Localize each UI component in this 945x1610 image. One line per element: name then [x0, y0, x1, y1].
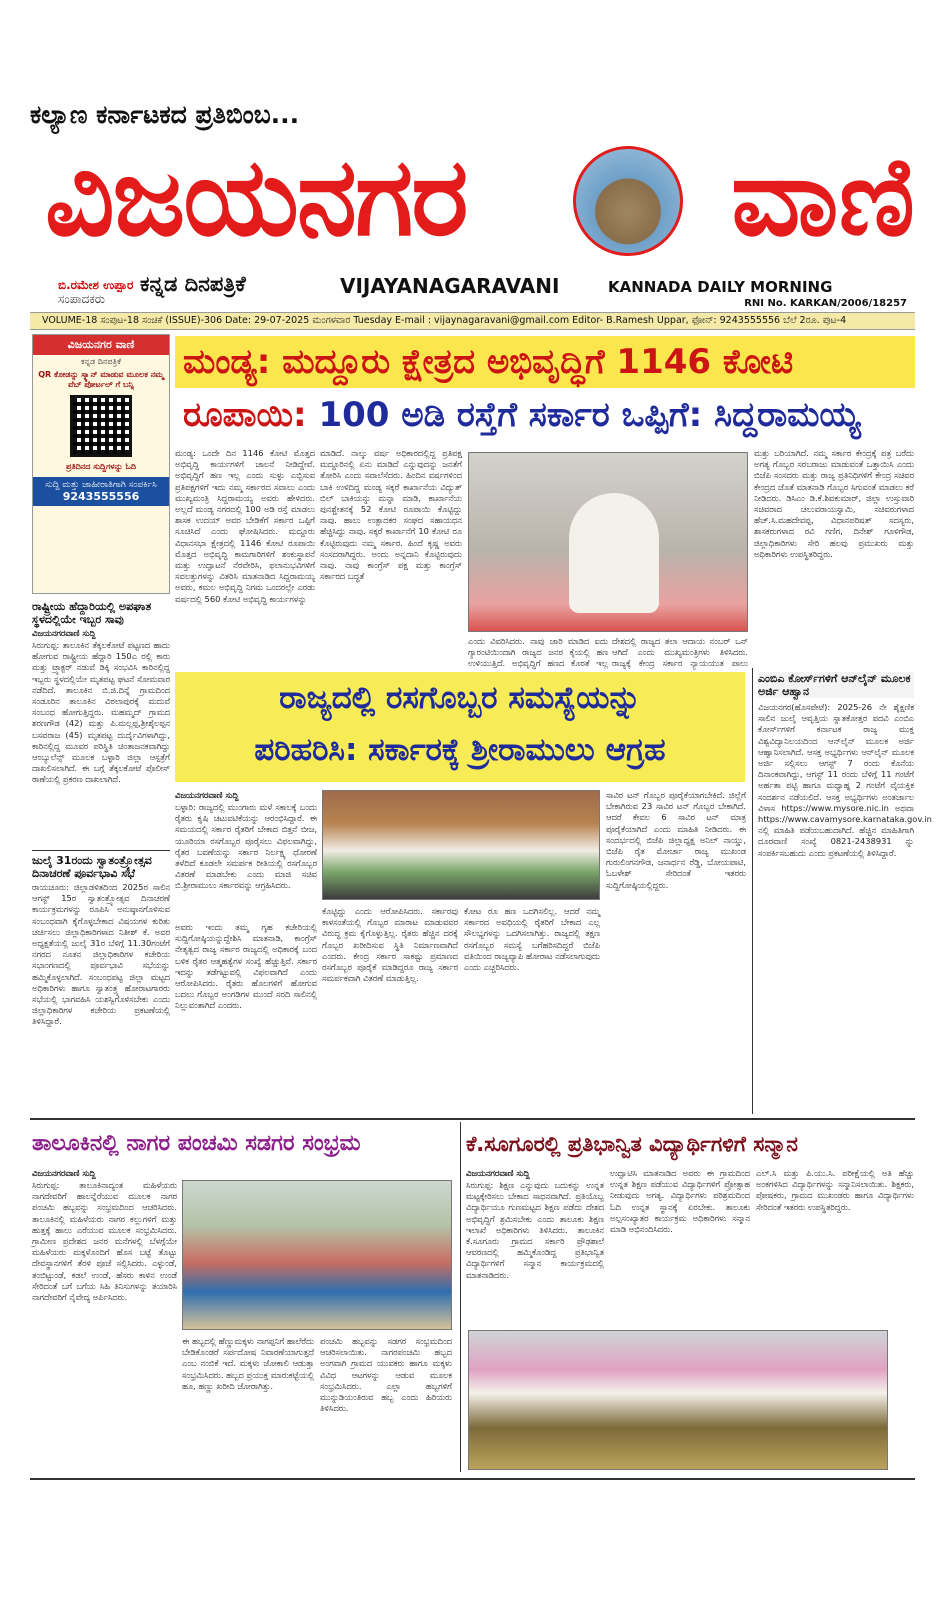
lead-headline-line-1 [175, 336, 915, 388]
lead-column-2: ಮಾಡಿದೆ. ನಾಲ್ಕು ವರ್ಷ ಅಧಿಕಾರದಲ್ಲಿದ್ದ ಪ್ರತಿಪಕ್ಷ ಮದ್ದೂರಿನಲ್ಲಿ ಏನು ಮಾಡಿದೆ ಎನ್ನುವುದನ್ನು ಜನತೆಗೆ ತೋರಿಸಿ ಎಂದು ಸವಾಲೆಸೆದರು. ಹಿಂದಿನ ವರ್ಷಗಳಿಂದ ಬಾಕಿ ಉಳಿದಿದ್ದ ಮಂಡ್ಯ ಸಕ್ಕರೆ ಕಾರ್ಖಾನೆಯ ವಿದ್ಯುತ್ ಬಿಲ್ ಬಾಕಿಯನ್ನು ಮನ್ನಾ ಮಾಡಿ, ಕಾರ್ಖಾನೆಯ ಪುನಶ್ಚೇತನಕ್ಕೆ 52 ಕೋಟಿ ರೂಪಾಯಿ ಕೊಟ್ಟಿದ್ದು ನಾವು. ಹಾಲು ಉತ್ಪಾದಕರ ಸಂಘದ ಸಹಾಯಧನ ಹೆಚ್ಚಿಸಿದ್ದು ನಾವು. ಸಕ್ಕರೆ ಕಾರ್ಖಾನೆಗೆ 10 ಕೋಟಿ ರೂ ಕೊಟ್ಟಿರುವುದು ನಮ್ಮ ಸರ್ಕಾರ. ಹಿಂದೆ ಕೃಷ್ಣ ಅವರು ಸಂಸದರಾಗಿದ್ದರು. ಅಂದು ಅನ್ನದಾನಿ ಕೊಟ್ಟಿರುವುದು ನಾವು. ನಾವು ಕಾಂಗ್ರೆಸ್ ಪಕ್ಷ ಮತ್ತು ಕಾಂಗ್ರೆಸ್ ಸರ್ಕಾರದ ಬದ್ಧತೆ [320, 448, 462, 582]
left-story-1-dateline: ವಿಜಯನಗರವಾಣಿ ಸುದ್ದಿ [32, 628, 96, 638]
fertilizer-dateline: ವಿಜಯನಗರವಾಣಿ ಸುದ್ದಿ [175, 790, 239, 800]
ad-subtitle: ಕನ್ನಡ ದಿನಪತ್ರಿಕೆ [80, 357, 121, 366]
masthead-tagline: ಕಲ್ಯಾಣ ಕರ್ನಾಟಕದ ಪ್ರತಿಬಿಂಬ... [30, 100, 300, 129]
fertilizer-column-4: ಸಾವಿರ ಟನ್ ಗೊಬ್ಬರ ಪೂರೈಕೆಯಾಗಬೇಕಿದೆ. ಜಿಲ್ಲೆಗೆ ಬೇಕಾಗಿರುವ 23 ಸಾವಿರ ಟನ್ ಗೊಬ್ಬರ ಬೇಕಾಗಿದೆ. ಆದರೆ ಕೇವಲ 6 ಸಾವಿರ ಟನ್ ಮಾತ್ರ ಪೂರೈಕೆಯಾಗಿದೆ ಎಂದು ಮಾಹಿತಿ ನೀಡಿದರು. ಈ ಸಂದರ್ಭದಲ್ಲಿ ಬಿಜೆಪಿ ಜಿಲ್ಲಾಧ್ಯಕ್ಷ ಅನಿಲ್ ನಾಯ್ಡು, ಬಿಜೆಪಿ ರೈತ ಮೋರ್ಚಾ ರಾಜ್ಯ ಮುಖಂಡ ಗುರುಲಿಂಗನಗೌಡ, ಜನಾರ್ಧನ ರೆಡ್ಡಿ, ಬೋಯಪಾಟಿ, ಓಬಳೇಶ್ ಸೇರಿದಂತೆ ಇತರರು ಸುದ್ದಿಗೋಷ್ಠಿಯಲ್ಲಿದ್ದರು. [606, 790, 746, 890]
press-meet-photo [322, 790, 600, 900]
bottom-divider [460, 1122, 461, 1472]
left-story-2-headline: ಜುಲೈ 31ರಂದು ಸ್ವಾತಂತ್ರ್ಯೋತ್ಸವ ದಿನಾಚರಣೆ ಪೂರ್ವಭಾವಿ ಸಭೆ [32, 854, 152, 880]
ad-contact-block [33, 477, 169, 506]
naga-panchami-column-2: ಈ ಹಬ್ಬದಲ್ಲಿ ಹೆಣ್ಣುಮಕ್ಕಳು ನಾಗಪ್ಪನಿಗೆ ಹಾಲೆರೆದು ಬೇಡಿಕೊಂಡರೆ ಸರ್ಪದೋಷ ನಿವಾರಣೆಯಾಗುತ್ತದೆ ಎಂಬ ನಂಬಿಕೆ ಇದೆ. ಮಕ್ಕಳು ಜೋಕಾಲಿ ಆಡುತ್ತಾ ಸಂಭ್ರಮಿಸಿದರು. ಹಬ್ಬದ ಪ್ರಯುಕ್ತ ಮಾರುಕಟ್ಟೆಯಲ್ಲಿ ಹೂ, ಹಣ್ಣು ಖರೀದಿ ಜೋರಾಗಿತ್ತು. [182, 1336, 314, 1391]
fertilizer-column-1: ಬಳ್ಳಾರಿ: ರಾಜ್ಯದಲ್ಲಿ ಮುಂಗಾರು ಮಳೆ ಸಕಾಲಕ್ಕೆ ಬಂದು ರೈತರು ಕೃಷಿ ಚಟುವಟಿಕೆಯನ್ನು ಆರಂಭಿಸಿದ್ದಾರೆ. ಈ ಸಮಯದಲ್ಲಿ ಸರ್ಕಾರ ರೈತರಿಗೆ ಬೇಕಾದ ಬಿತ್ತನೆ ಬೀಜ, ಯೂರಿಯಾ ರಸಗೊಬ್ಬರ ಪೂರೈಸಲು ವಿಫಲವಾಗಿದ್ದು, ರೈತರ ಬವಣೆಯನ್ನು ಸರ್ಕಾರ ನಿರ್ಲಕ್ಷ್ಯ ಧೋರಣೆ ತಳೆದಿದೆ ಕೂಡಲೇ ಸಮರ್ಪಕ ರೀತಿಯಲ್ಲಿ ರಸಗೊಬ್ಬರ ವಿತರಣೆ ಮಾಡಬೇಕು ಎಂದು ಮಾಜಿ ಸಚಿವ ಬಿ.ಶ್ರೀರಾಮುಲು ಸರ್ಕಾರವನ್ನು ಆಗ್ರಹಿಸಿದರು. [175, 802, 317, 891]
fertilizer-column-3: ಕೋಟ ರೂ ಹಣ ಒದಗಿಸಲಿಲ್ಲ. ಆದರೆ ನಮ್ಮ ಸರ್ಕಾರದ ಅವಧಿಯಲ್ಲಿ ರೈತರಿಗೆ ಬೇಕಾದ ಎಲ್ಲ ಸೌಲಭ್ಯಗಳನ್ನು ಒದಗಿಸಲಾಗಿತ್ತು. ರಾಜ್ಯದಲ್ಲಿ ತಕ್ಷಣ ರಸಗೊಬ್ಬರ ಸಮಸ್ಯೆ ಬಗೆಹರಿಸದಿದ್ದರೆ ಬಿಜೆಪಿ ವತಿಯಿಂದ ರಾಜ್ಯವ್ಯಾಪಿ ಹೋರಾಟ ನಡೆಸಲಾಗುವುದು ಎಂದು ಎಚ್ಚರಿಸಿದರು. [464, 906, 600, 973]
naga-panchami-headline: ತಾಲೂಕಿನಲ್ಲಿ ನಾಗರ ಪಂಚಮಿ ಸಡಗರ ಸಂಭ್ರಮ [32, 1131, 361, 1156]
right-divider [752, 668, 753, 1114]
fertilizer-column-2: ಕೊಟ್ಟಿದ್ದು ಎಂದು ಆರೋಪಿಸಿದರು. ಸರ್ಕಾರವು ಕಾಳಸಂತೆಯಲ್ಲಿ ಗೊಬ್ಬರ ಮಾರಾಟ ಮಾಡುವವರ ವಿರುದ್ಧ ಕ್ರಮ ಕೈಗೊಳ್ಳುತ್ತಿಲ್ಲ. ರೈತರು ಹೆಚ್ಚಿನ ದರಕ್ಕೆ ಗೊಬ್ಬರ ಖರೀದಿಸುವ ಸ್ಥಿತಿ ನಿರ್ಮಾಣವಾಗಿದೆ ಎಂದರು. ಕೇಂದ್ರ ಸರ್ಕಾರ ಸಾಕಷ್ಟು ಪ್ರಮಾಣದ ರಸಗೊಬ್ಬರ ಪೂರೈಕೆ ಮಾಡಿದ್ದರೂ ರಾಜ್ಯ ಸರ್ಕಾರ ಸಮರ್ಪಕವಾಗಿ ವಿತರಣೆ ಮಾಡುತ್ತಿಲ್ಲ. [322, 906, 458, 984]
lead-column-1: ಮಂಡ್ಯ: ಒಂದೇ ದಿನ 1146 ಕೋಟಿ ಮೊತ್ತದ ಅಭಿವೃದ್ಧಿ ಕಾರ್ಯಗಳಿಗೆ ಚಾಲನೆ ನೀಡಿದ್ದೇವೆ. ಅಭಿವೃದ್ಧಿಗೆ ಹಣ ಇಲ್ಲ ಎಂದು ಸುಳ್ಳು ಎಬ್ಬಿಸುವ ಪ್ರತಿಪಕ್ಷಗಳಿಗೆ ಇದು ನಮ್ಮ ಸರ್ಕಾರದ ಸವಾಲು ಎಂದು ಮುಖ್ಯಮಂತ್ರಿ ಸಿದ್ದರಾಮಯ್ಯ ಅವರು ಹೇಳಿದರು. ಅಲ್ಲದೆ ಮಂಡ್ಯ ನಗರದಲ್ಲಿ 100 ಅಡಿ ರಸ್ತೆ ಮಾಡಲು ಶಾಸಕ ಉದಯ್ ಅವರ ಬೇಡಿಕೆಗೆ ಸರ್ಕಾರ ಒಪ್ಪಿಗೆ ಸೂಚಿಸಿದೆ ಎಂದು ಘೋಷಿಸಿದರು. ಮದ್ದೂರು ವಿಧಾನಸಭಾ ಕ್ಷೇತ್ರದಲ್ಲಿ 1146 ಕೋಟಿ ರೂಪಾಯಿ ಮೊತ್ತದ ಅಭಿವೃದ್ಧಿ ಕಾಮಗಾರಿಗಳಿಗೆ ಶಂಕುಸ್ಥಾಪನೆ ಮತ್ತು ಉದ್ಘಾಟನೆ ನೆರವೇರಿಸಿ, ಫಲಾನುಭವಿಗಳಿಗೆ ಸವಲತ್ತುಗಳನ್ನು ವಿತರಿಸಿ ಮಾತನಾಡಿದ ಸಿದ್ದರಾಮಯ್ಯ ಅವರು, ಕಮಲ ಅಭಿವೃದ್ಧಿ ನಿಗಮ ಒಂದರಲ್ಲೇ ಎರಡು ವರ್ಷದಲ್ಲಿ 560 ಕೋಟಿ ಅಭಿವೃದ್ಧಿ ಕಾರ್ಯಗಳನ್ನು [175, 448, 315, 604]
masthead-name-left: ವಿಜಯನಗರ [45, 135, 467, 260]
issue-info-bar: VOLUME-18 ಸಂಪುಟ-18 ಸಂಚಿಕೆ (ISSUE)-306 Date: 29-07-2025 ಮಂಗಳವಾರ Tuesday E-mail : vijaynagaravani@gmail.com Editor- B.Ramesh Uppar, ಫೋನ್: 9243555556 ಬೆಲೆ 2ರೂ. ಪುಟ-4 [30, 312, 915, 330]
qr-code-icon[interactable] [70, 395, 132, 457]
ad-contact-label: ಸುದ್ದಿ ಮತ್ತು ಜಾಹೀರಾತಿಗಾಗಿ ಸಂಪರ್ಕಿಸಿ [45, 480, 157, 490]
naga-panchami-column-3: ಪಂಚಮಿ ಹಬ್ಬವನ್ನು ಸಡಗರ ಸಂಭ್ರಮದಿಂದ ಆಚರಿಸಲಾಯಿತು. ನಾಗರಪಂಚಮಿ ಹಬ್ಬದ ಅಂಗವಾಗಿ ಗ್ರಾಮದ ಯುವಕರು ಹಾಗೂ ಮಕ್ಕಳು ವಿವಿಧ ಆಟಗಳನ್ನು ಆಡುವ ಮೂಲಕ ಸಂಭ್ರಮಿಸಿದರು. ಎಲ್ಲಾ ಹಬ್ಬಗಳಿಗೆ ಮುನ್ನುಡಿಯಂತಿರುವ ಹಬ್ಬ ಎಂದು ಹಿರಿಯರು ತಿಳಿಸಿದರು. [320, 1336, 452, 1414]
felicitation-column-3: ಎಲ್.ಸಿ ಮತ್ತು ಪಿ.ಯು.ಸಿ. ಪರೀಕ್ಷೆಯಲ್ಲಿ ಅತಿ ಹೆಚ್ಚು ಅಂಕಗಳಿಸಿದ ವಿದ್ಯಾರ್ಥಿಗಳನ್ನು ಸನ್ಮಾನಿಸಲಾಯಿತು. ಶಿಕ್ಷಕರು, ಪೋಷಕರು, ಗ್ರಾಮದ ಮುಖಂಡರು ಹಾಗೂ ವಿದ್ಯಾರ್ಥಿಗಳು ಸೇರಿದಂತೆ ಇತರರು ಉಪಸ್ಥಿತರಿದ್ದರು. [756, 1168, 914, 1212]
section-divider [30, 1118, 915, 1120]
ad-contact-number: 9243555556 [62, 490, 140, 503]
fertilizer-column-1b: ಅವರು ಇಂದು ತಮ್ಮ ಗೃಹ ಕಚೇರಿಯಲ್ಲಿ ಸುದ್ದಿಗೋಷ್ಠಿಯನ್ನುದ್ದೇಶಿಸಿ ಮಾತನಾಡಿ, ಕಾಂಗ್ರೆಸ್ ನೇತೃತ್ವದ ರಾಜ್ಯ ಸರ್ಕಾರ ರಾಜ್ಯದಲ್ಲಿ ಅಧಿಕಾರಕ್ಕೆ ಬಂದ ಬಳಿಕ ರೈತರ ಆತ್ಮಹತ್ಯೆಗಳ ಸಂಖ್ಯೆ ಹೆಚ್ಚುತ್ತಿವೆ. ಸರ್ಕಾರ ಇದನ್ನು ತಡೆಗಟ್ಟುವಲ್ಲಿ ವಿಫಲವಾಗಿದೆ ಎಂದು ಆರೋಪಿಸಿದರು. ರೈತರು ಹೊಲಗಳಿಗೆ ಹೋಗುವ ಬದಲು ಗೊಬ್ಬರ ಅಂಗಡಿಗಳ ಮುಂದೆ ಸರದಿ ಸಾಲಿನಲ್ಲಿ ನಿಲ್ಲುವಂತಾಗಿದೆ ಎಂದರು. [175, 922, 317, 1011]
lead-headline-line-2 [175, 389, 915, 441]
lead-headline-1b: ಮದ್ದೂರು ಕ್ಷೇತ್ರದ ಅಭಿವೃದ್ಧಿಗೆ 1146 ಕೋಟಿ [282, 342, 794, 382]
left-story-2-body: ರಾಯಚೂರು: ಜಿಲ್ಲಾಡಳಿತದಿಂದ 2025ರ ಸಾಲಿನ ಆಗಸ್ಟ್ 15ರ ಸ್ವಾತಂತ್ರ್ಯೋತ್ಸವ ದಿನಾಚರಣೆ ಕಾರ್ಯಕ್ರಮಗಳನ್ನು ರೂಪಿಸಿ ಅನುಷ್ಠಾನಗೊಳಿಸುವ ಸಂಬಂಧವಾಗಿ ಕೈಗೊಳ್ಳಬೇಕಾದ ವಿಷಯಗಳ ಕುರಿತು ಚರ್ಚಿಸಲು ಜಿಲ್ಲಾಧಿಕಾರಿಗಳಾದ ನಿತೀಶ್ ಕೆ. ಅವರ ಅಧ್ಯಕ್ಷತೆಯಲ್ಲಿ ಜುಲೈ 31ರ ಬೆಳಿಗ್ಗೆ 11.30ಗಂಟೆಗೆ ನಗರದ ನೂತನ ಜಿಲ್ಲಾಧಿಕಾರಿಗಳ ಕಚೇರಿಯ ಸಭಾಂಗಣದಲ್ಲಿ ಪೂರ್ವಭಾವಿ ಸಭೆಯನ್ನು ಹಮ್ಮಿಕೊಳ್ಳಲಾಗಿದೆ. ಸಂಬಂಧಪಟ್ಟ ಜಿಲ್ಲಾ ಮಟ್ಟದ ಅಧಿಕಾರಿಗಳು ಹಾಗೂ ಸ್ವಾತಂತ್ರ್ಯ ಹೋರಾಟಗಾರರು ಸಭೆಯಲ್ಲಿ ಭಾಗವಹಿಸಿ ಯಶಸ್ವಿಗೊಳಿಸಬೇಕು ಎಂದು ಜಿಲ್ಲಾಧಿಕಾರಿಗಳ ಕಚೇರಿಯ ಪ್ರಕಟಣೆಯಲ್ಲಿ ತಿಳಿಸಿದ್ದಾರೆ. [32, 882, 170, 1027]
students-group-photo [468, 1330, 888, 1470]
daily-label-english: VIJAYANAGARAVANI [340, 274, 560, 298]
lead-headline-2a: ರೂಪಾಯಿ: [183, 395, 307, 435]
ad-line-1: QR ಕೋಡನ್ನು ಸ್ಕ್ಯಾನ್ ಮಾಡುವ ಮೂಲಕ ನಮ್ಮ ವೆಬ್ ಪೋರ್ಟಲ್ ಗೆ ಬನ್ನಿ [38, 370, 164, 389]
left-divider [32, 850, 170, 851]
naga-panchami-photo [182, 1180, 452, 1330]
felicitation-column-2: ಉದ್ಘಾಟಿಸಿ ಮಾತನಾಡಿದ ಅವರು ಈ ಗ್ರಾಮದಿಂದ ಉನ್ನತ ಶಿಕ್ಷಣ ಪಡೆಯುವ ವಿದ್ಯಾರ್ಥಿಗಳಿಗೆ ಪ್ರೋತ್ಸಾಹ ನೀಡುವುದು ಅಗತ್ಯ. ವಿದ್ಯಾರ್ಥಿಗಳು ಪರಿಶ್ರಮದಿಂದ ಓದಿ ಉನ್ನತ ಸ್ಥಾನಕ್ಕೆ ಏರಬೇಕು. ತಾಲೂಕು ಅಲ್ಪಸಂಖ್ಯಾತರ ಕಾರ್ಯಕ್ರಮ ಅಧಿಕಾರಿಗಳು ಸನ್ಮಾನ ಮಾಡಿ ಅಭಿನಂದಿಸಿದರು. [610, 1168, 750, 1235]
fertilizer-banner [175, 672, 745, 782]
left-story-1-headline: ರಾಷ್ಟ್ರೀಯ ಹೆದ್ದಾರಿಯಲ್ಲಿ ಅಪಘಾತ ಸ್ಥಳದಲ್ಲಿಯೇ ಇಬ್ಬರ ಸಾವು [32, 600, 152, 626]
ad-line-2: ಪ್ರತಿದಿನದ ಸುದ್ದಿಗಳನ್ನು ಓದಿ [65, 462, 137, 471]
daily-label-kannada: ಕನ್ನಡ ದಿನಪತ್ರಿಕೆ [140, 272, 246, 296]
rni-number: RNI No. KARKAN/2006/18257 [744, 298, 907, 309]
right-story-headline: ಎಂಬಿಎ ಕೋರ್ಸ್‌ಗಳಿಗೆ ಆನ್‌ಲೈನ್ ಮೂಲಕ ಅರ್ಜಿ ಆಹ್ವಾನ [758, 672, 914, 698]
lead-column-3: ಎಂದು ವಿವರಿಸಿದರು. ನಾವು ಜಾರಿ ಮಾಡಿದ ಐದು ಗ್ಯಾರಂಟಿಯಿಂದಾಗಿ ರಾಜ್ಯದ ಜನರ ಕೈಯಲ್ಲಿ ಹಣ ಉಳಿಯುತ್ತಿದೆ. ಅಭಿವೃದ್ಧಿಗೆ ಹಣದ ಕೊರತೆ ಇಲ್ಲ [468, 636, 608, 669]
felicitation-column-1: ಸಿರುಗುಪ್ಪ: ಶಿಕ್ಷಣ ಎನ್ನುವುದು ಬದುಕನ್ನು ಉನ್ನತ ಮಟ್ಟಕ್ಕೇರಿಸಲು ಬೇಕಾದ ಸಾಧನವಾಗಿದೆ. ಪ್ರತಿಯೊಬ್ಬ ವಿದ್ಯಾರ್ಥಿಯೂ ಗುಣಮಟ್ಟದ ಶಿಕ್ಷಣ ಪಡೆದು ದೇಶದ ಅಭಿವೃದ್ಧಿಗೆ ಶ್ರಮಿಸಬೇಕು ಎಂದು ತಾಲೂಕು ಶಿಕ್ಷಣ ಇಲಾಖೆ ಅಧಿಕಾರಿಗಳು ತಿಳಿಸಿದರು. ತಾಲೂಕಿನ ಕೆ.ಸೂಗೂರು ಗ್ರಾಮದ ಸರ್ಕಾರಿ ಪ್ರೌಢಶಾಲೆ ಆವರಣದಲ್ಲಿ ಹಮ್ಮಿಕೊಂಡಿದ್ದ ಪ್ರತಿಭಾನ್ವಿತ ವಿದ್ಯಾರ್ಥಿಗಳಿಗೆ ಸನ್ಮಾನ ಕಾರ್ಯಕ್ರಮದಲ್ಲಿ ಮಾತನಾಡಿದರು. [466, 1180, 604, 1280]
lead-headline-1a: ಮಂಡ್ಯ: [183, 342, 271, 382]
lead-column-4: ದೇಶದಲ್ಲಿ ರಾಜ್ಯದ ತಲಾ ಆದಾಯ ನಂಬರ್ ಒನ್ ಆಗಿದೆ ಎಂದು ಮುಖ್ಯಮಂತ್ರಿಗಳು ತಿಳಿಸಿದರು. ರಾಜ್ಯಕ್ಕೆ ಕೇಂದ್ರ ಸರ್ಕಾರ ನ್ಯಾಯಯುತ ಪಾಲು [612, 636, 748, 669]
editor-block [58, 278, 133, 306]
fertilizer-headline-1: ರಾಜ್ಯದಲ್ಲಿ ರಸಗೊಬ್ಬರ ಸಮಸ್ಯೆಯನ್ನು [279, 680, 641, 716]
page-bottom-rule [30, 1478, 915, 1480]
daily-label-english-sub: KANNADA DAILY MORNING [608, 278, 833, 296]
qr-advertisement [32, 334, 170, 594]
editor-role: ಸಂಪಾದಕರು [58, 292, 105, 306]
editor-name: ಬಿ.ರಮೇಶ ಉಪ್ಪಾರ [58, 278, 134, 292]
naga-panchami-column-1: ಸಿರುಗುಪ್ಪ: ತಾಲೂಕಿನಾದ್ಯಂತ ಮಹಿಳೆಯರು ನಾಗದೇವರಿಗೆ ಹಾಲನ್ನೆರೆಯುವ ಮೂಲಕ ನಾಗರ ಪಂಚಮಿ ಹಬ್ಬವನ್ನು ಸಂಭ್ರಮದಿಂದ ಆಚರಿಸಿದರು. ತಾಲೂಕಿನಲ್ಲಿ ಮಹಿಳೆಯರು ನಾಗರ ಕಲ್ಲುಗಳಿಗೆ ಮತ್ತು ಹುತ್ತಕ್ಕೆ ಹಾಲು ಎರೆಯುವ ಮೂಲಕ ಸಂಭ್ರಮಿಸಿದರು. ಗ್ರಾಮೀಣ ಪ್ರದೇಶದ ಜನರ ಮನೆಗಳಲ್ಲಿ ಬೆಳಗ್ಗೆಯೇ ಮಹಿಳೆಯರು ಮಕ್ಕಳೊಂದಿಗೆ ಹೊಸ ಬಟ್ಟೆ ತೊಟ್ಟು ದೇವಸ್ಥಾನಗಳಿಗೆ ತೆರಳಿ ಪೂಜೆ ಸಲ್ಲಿಸಿದರು. ಎಳ್ಳುಂಡೆ, ತಂಬಿಟ್ಟುಂಡೆ, ಕಡಲೆ ಉಂಡೆ, ಹೆಸರು ಕಾಳಿನ ಉಂಡೆ ಸೇರಿದಂತೆ ಬಗೆ ಬಗೆಯ ಸಿಹಿ ತಿನಿಸುಗಳನ್ನು ತಯಾರಿಸಿ ನಾಗದೇವರಿಗೆ ನೈವೇದ್ಯ ಅರ್ಪಿಸಿದರು. [32, 1180, 177, 1303]
lead-column-5: ಮತ್ತು ಬರಿಯಾಗಿದೆ. ನಮ್ಮ ಸರ್ಕಾರ ಕೇಂದ್ರಕ್ಕೆ ಪತ್ರ ಬರೆದು ಅಗತ್ಯ ಗೊಬ್ಬರ ಸರಬರಾಜು ಮಾಡುವಂತೆ ಒತ್ತಾಯಿಸಿ ಎಂದು ಬಿಜೆಪಿ ಸಂಸದರು ಮತ್ತು ರಾಜ್ಯ ಪ್ರತಿನಿಧಿಗಳಿಗೆ ಕೇಂದ್ರ ಸಚಿವರ ಕೇಂದ್ರದ ಜೊತೆ ಮಾತನಾಡಿ ಗೊಬ್ಬರ ಸಿಗುವಂತೆ ಮಾಡಲು ಕರೆ ನೀಡಿದರು. ಡಿಸಿಎಂ ಡಿ.ಕೆ.ಶಿವಕುಮಾರ್, ಜಿಲ್ಲಾ ಉಸ್ತುವಾರಿ ಸಚಿವರಾದ ಚಲುವರಾಯಸ್ವಾಮಿ, ಸಚಿವರುಗಳಾದ ಹೆಚ್.ಸಿ.ಮಹದೇವಪ್ಪ, ವಿಧಾನಪರಿಷತ್ ಸದಸ್ಯರು, ಶಾಸಕರುಗಳಾದ ರವಿ ಗಣಿಗ, ದಿನೇಶ್ ಗೂಳಿಗೌಡ, ಜಿಲ್ಲಾಧಿಕಾರಿಗಳು ಸೇರಿ ಹಲವು ಪ್ರಮುಖರು ಮತ್ತು ಅಧಿಕಾರಿಗಳು ಉಪಸ್ಥಿತರಿದ್ದರು. [754, 448, 914, 559]
lead-headline-2b: 100 ಅಡಿ ರಸ್ತೆಗೆ ಸರ್ಕಾರ ಒಪ್ಪಿಗೆ: ಸಿದ್ದರಾಮಯ್ಯ [318, 395, 861, 435]
temple-logo-icon [573, 146, 683, 256]
masthead-name-right: ವಾಣಿ [731, 135, 915, 260]
felicitation-headline: ಕೆ.ಸೂಗೂರಲ್ಲಿ ಪ್ರತಿಭಾನ್ವಿತ ವಿದ್ಯಾರ್ಥಿಗಳಿಗೆ ಸನ್ಮಾನ [466, 1132, 798, 1156]
naga-panchami-dateline: ವಿಜಯನಗರವಾಣಿ ಸುದ್ದಿ [32, 1168, 96, 1178]
masthead [45, 128, 915, 268]
fertilizer-headline-2: ಪರಿಹರಿಸಿ: ಸರ್ಕಾರಕ್ಕೆ ಶ್ರೀರಾಮುಲು ಆಗ್ರಹ [254, 732, 666, 768]
right-story-body: ವಿಜಯನಗರ(ಹೊಸಪೇಟೆ): 2025-26 ನೇ ಶೈಕ್ಷಣಿಕ ಸಾಲಿನ ಜುಲೈ ಆವೃತ್ತಿಯ ಸ್ನಾತಕೋತ್ತರ ಪದವಿ ಎಂಬಿಎ ಕೋರ್ಸ್‌ಗಳಿಗೆ ಕರ್ನಾಟಕ ರಾಜ್ಯ ಮುಕ್ತ ವಿಶ್ವವಿದ್ಯಾನಿಲಯದಿಂದ ಆನ್‌ಲೈನ್ ಮೂಲಕ ಅರ್ಜಿ ಆಹ್ವಾನಿಸಲಾಗಿದೆ. ಆಸಕ್ತ ಅಭ್ಯರ್ಥಿಗಳು ಆನ್‌ಲೈನ್ ಮೂಲಕ ಅರ್ಜಿ ಸಲ್ಲಿಸಲು ಆಗಸ್ಟ್ 7 ರಂದು ಕೊನೆಯ ದಿನಾಂಕವಾಗಿದ್ದು, ಆಗಸ್ಟ್ 11 ರಂದು ಬೆಳಿಗ್ಗೆ 11 ಗಂಟೆಗೆ ಅರ್ಹತಾ ಪಟ್ಟಿ ಹಾಗೂ ಮಧ್ಯಾಹ್ನ 2 ಗಂಟೆಗೆ ವೈಯಕ್ತಿಕ ಸಂದರ್ಶನ ನಡೆಯಲಿದೆ. ಆಸಕ್ತ ಅಭ್ಯರ್ಥಿಗಳು ಅಂತರ್ಜಾಲ ವಿಳಾಸ https://www.mysore.nic.in ಅಥವಾ https://www.cavamysore.karnataka.gov.in ನಲ್ಲಿ ಮಾಹಿತಿ ಪಡೆಯಬಹುದಾಗಿದೆ. ಹೆಚ್ಚಿನ ಮಾಹಿತಿಗಾಗಿ ದೂರವಾಣಿ ಸಂಖ್ಯೆ 0821-2438931 ನ್ನು ಸಂಪರ್ಕಿಸಬಹುದು ಎಂದು ಪ್ರಕಟಣೆಯಲ್ಲಿ ತಿಳಿಸಿದ್ದಾರೆ. [758, 702, 932, 858]
chief-minister-photo [468, 452, 748, 632]
felicitation-dateline: ವಿಜಯನಗರವಾಣಿ ಸುದ್ದಿ [466, 1168, 530, 1178]
left-story-1-body: ಸಿರುಗುಪ್ಪ: ತಾಲೂಕಿನ ತೆಕ್ಕಲಕೋಟೆ ಪಟ್ಟಣದ ಹಾದು ಹೋಗುವ ರಾಷ್ಟ್ರೀಯ ಹೆದ್ದಾರಿ 150ಎ ರಲ್ಲಿ ಕಾರು ಮತ್ತು ಟ್ರ್ಯಾಕ್ಟರ್ ನಡುವೆ ಡಿಕ್ಕಿ ಸಂಭವಿಸಿ ಕಾರಿನಲ್ಲಿದ್ದ ಇಬ್ಬರು ಸ್ಥಳದಲ್ಲಿಯೇ ಮೃತಪಟ್ಟ ಘಟನೆ ಸೋಮವಾರ ನಡೆದಿದೆ. ತಾಲೂಕಿನ ಬಿ.ಜಿ.ದಿನ್ನೆ ಗ್ರಾಮದಿಂದ ಸಂಡೂರಿನ ತಾಲೂಕಿನ ವಿಠಲಾಪುರಕ್ಕೆ ಮದುವೆ ಸಂಬಂಧ ಹೋಗುತ್ತಿದ್ದರು. ಮಹಮ್ಮದ್ ಗ್ರಾಮದ ಶರಣಗೌಡ (42) ಮತ್ತು ಪಿ.ಮಲ್ಲಪ್ಪ,ಶ್ರೀಶೈಲಪ್ಪನ ಬಸವರಾಜ (45) ಮೃತಪಟ್ಟ ದುರ್ದೈವಿಗಳಾಗಿದ್ದು, ಕಾರಿನಲ್ಲಿದ್ದ ಮೂವರ ಪರಿಸ್ಥಿತಿ ಚಿಂತಾಜನಕವಾಗಿದ್ದು ಆಂಬ್ಯುಲೆನ್ಸ್ ಮೂಲಕ ಬಳ್ಳಾರಿ ಜಿಲ್ಲಾ ಆಸ್ಪತ್ರೆಗೆ ದಾಖಲಿಸಲಾಗಿದೆ. ಈ ಬಗ್ಗೆ ತೆಕ್ಕಲಕೋಟೆ ಪೊಲೀಸ್ ಠಾಣೆಯಲ್ಲಿ ಪ್ರಕರಣ ದಾಖಲಾಗಿದೆ. [32, 640, 170, 785]
ad-title: ವಿಜಯನಗರ ವಾಣಿ [33, 335, 169, 355]
